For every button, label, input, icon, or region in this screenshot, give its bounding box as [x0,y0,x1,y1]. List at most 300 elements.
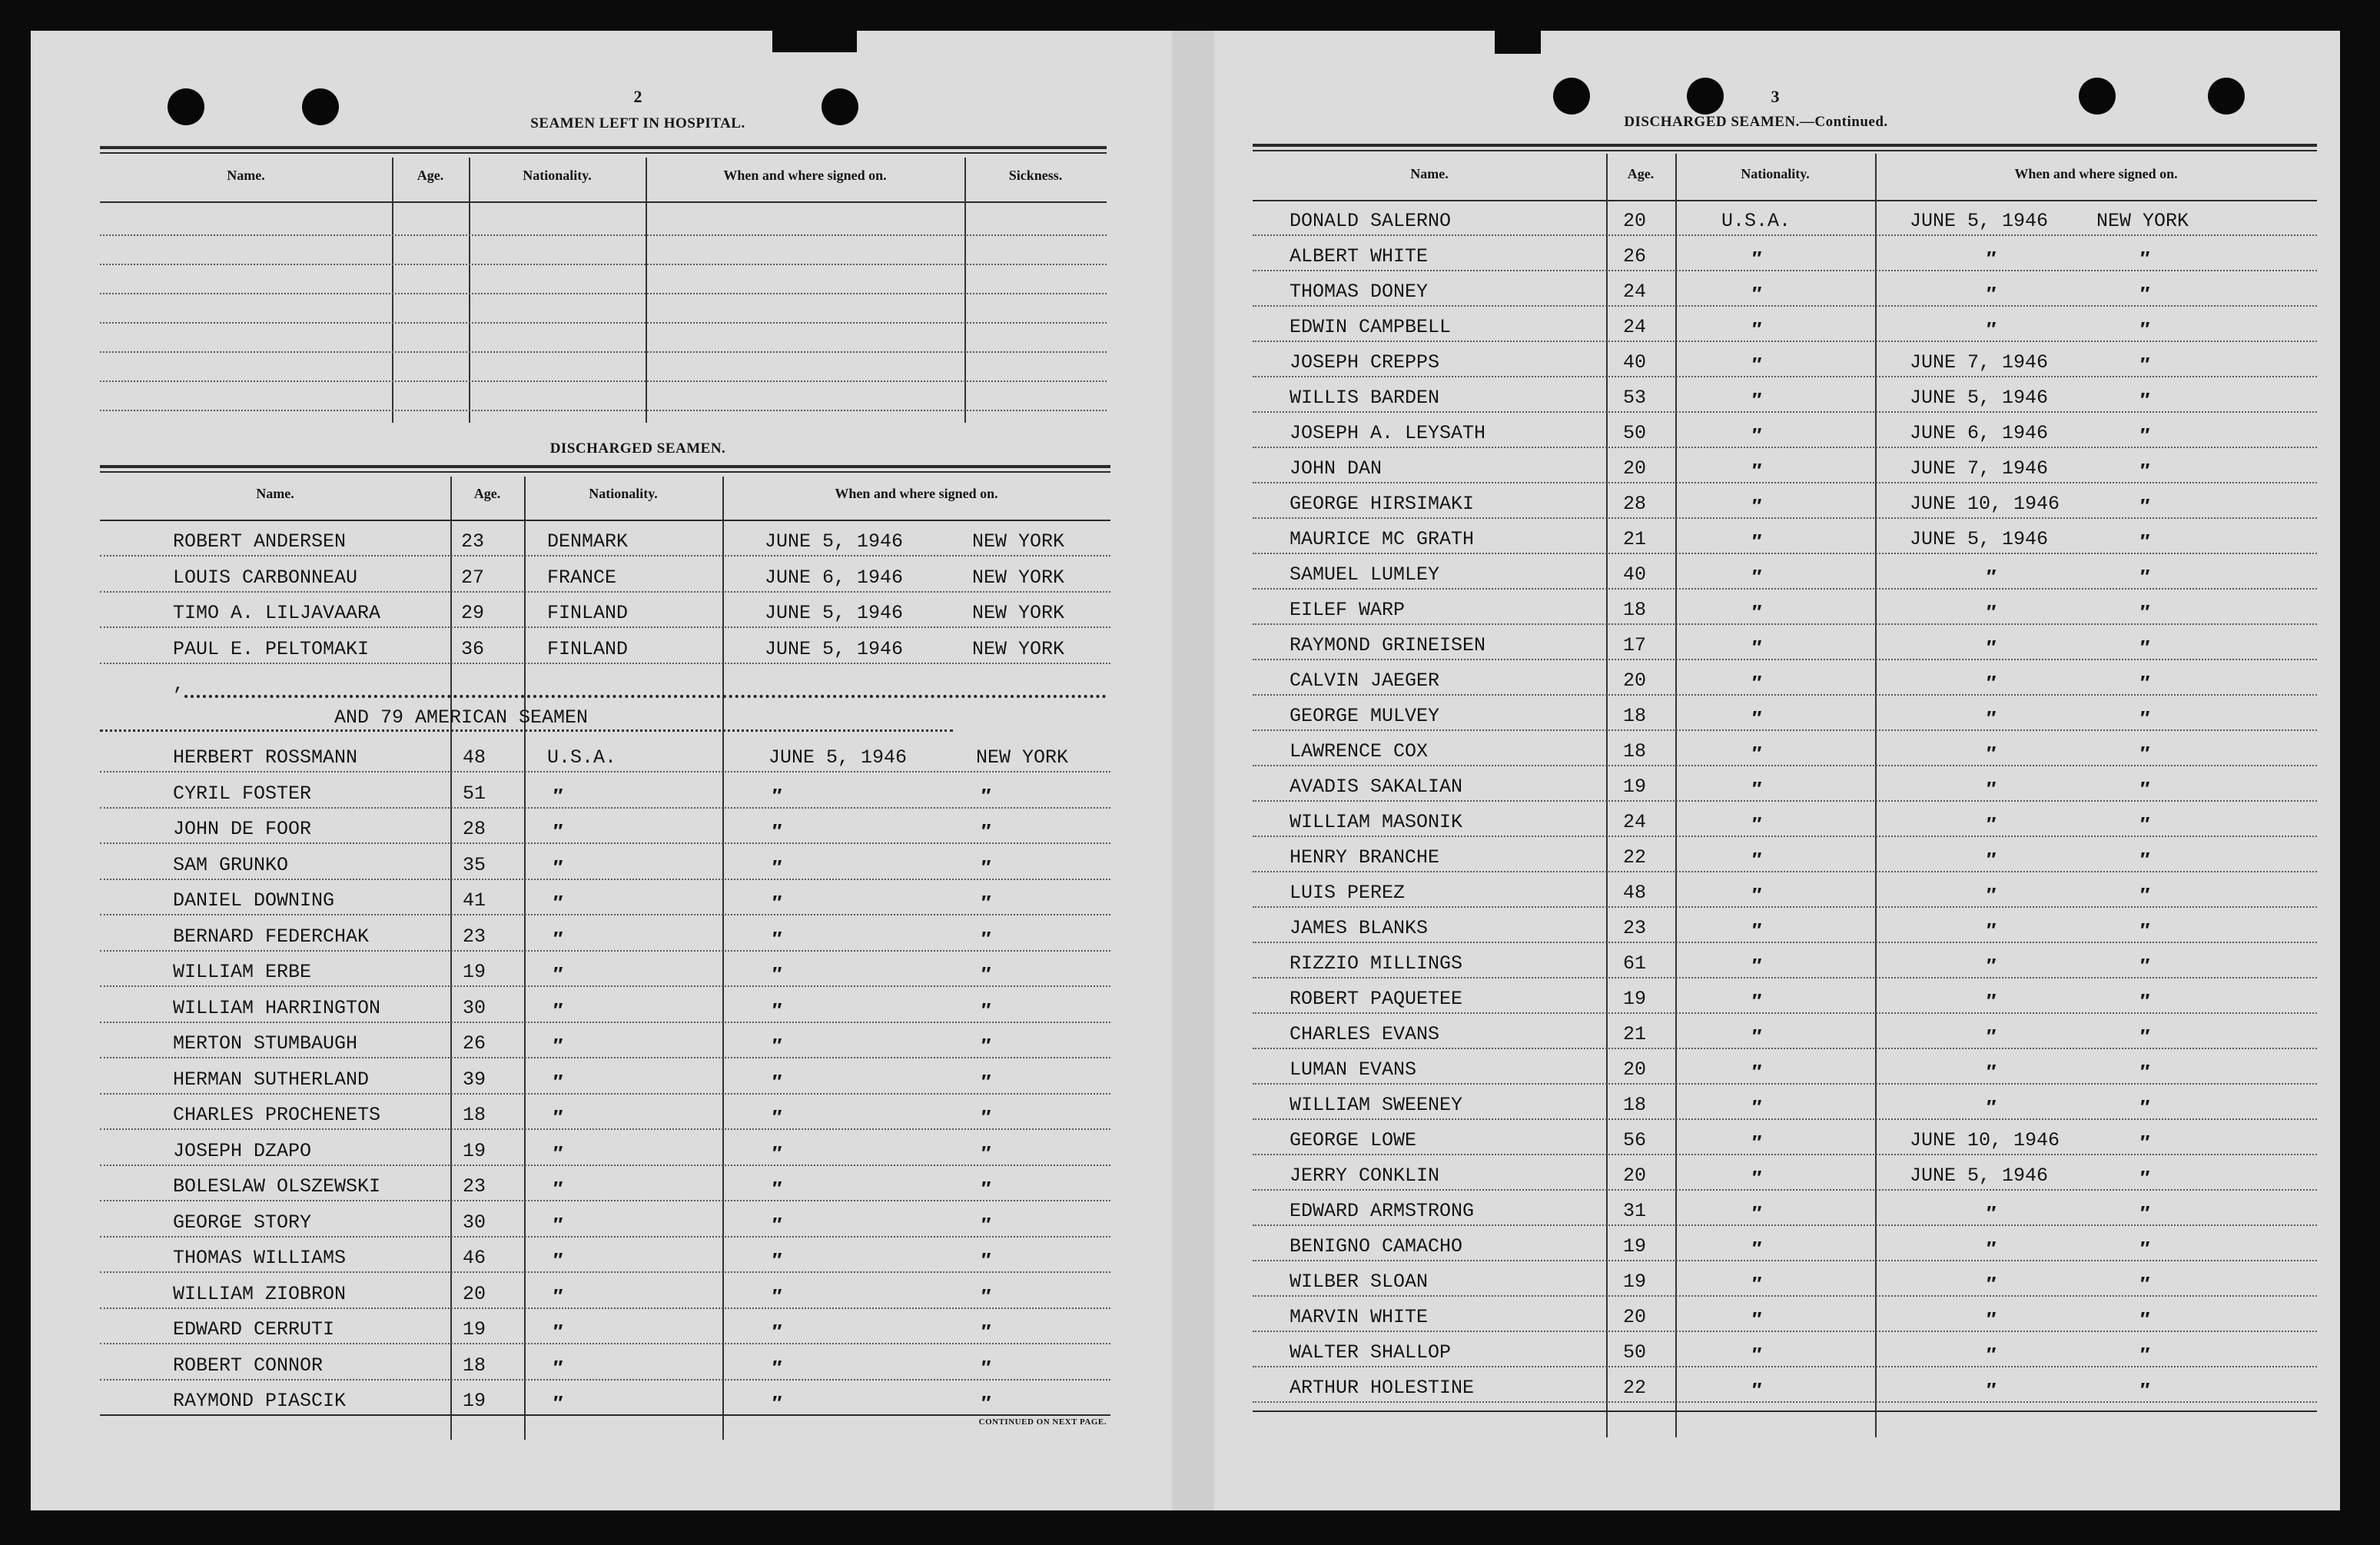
row-line [100,1057,1110,1058]
signed-on-date-ditto: ″ [772,855,782,879]
seaman-name: JOSEPH DZAPO [173,1139,312,1162]
seaman-name: EDWARD ARMSTRONG [1290,1200,1475,1222]
seaman-nationality-ditto: ″ [1752,671,1762,694]
signed-on-date: JUNE 10, 1946 [1910,1129,2060,1151]
seaman-name: GEORGE STORY [173,1211,312,1234]
seaman-age: 19 [1623,1235,1647,1258]
signed-on-date-ditto: ″ [772,891,782,914]
signed-on-date: JUNE 5, 1946 [768,746,908,769]
seaman-age: 19 [463,1318,486,1341]
seaman-nationality-ditto: ″ [553,819,563,842]
signed-on-date-ditto: ″ [772,819,782,842]
seaman-name: MARVIN WHITE [1290,1306,1429,1328]
seaman-nationality-ditto: ″ [1752,1025,1762,1048]
row-line [1253,765,2317,766]
note-line [100,729,953,732]
seaman-name: ROBERT ANDERSEN [173,530,347,553]
row-line [100,1236,1110,1238]
seaman-age: 53 [1623,387,1647,409]
row-line [1253,1366,2317,1367]
seaman-nationality-ditto: ″ [553,1320,563,1343]
seaman-age: 24 [1623,316,1647,338]
seaman-age: 36 [461,637,485,660]
row-line [1253,1224,2317,1226]
signed-on-place-ditto: ″ [2140,636,2150,659]
row-line [1253,942,2317,943]
row-line [1253,270,2317,271]
seaman-nationality-ditto: ″ [553,1034,563,1057]
signed-on-date: JUNE 6, 1946 [1910,422,2049,444]
scan-tab [772,26,857,52]
row-line [1253,411,2317,413]
row-line [100,1200,1110,1201]
seaman-age: 26 [463,1032,486,1055]
signed-on-place-ditto: ″ [2140,565,2150,588]
seaman-name: EDWARD CERRUTI [173,1318,335,1341]
seaman-age: 46 [463,1247,486,1269]
signed-on-date-ditto: ″ [1987,317,1997,341]
row-line [1253,447,2317,448]
signed-on-date: JUNE 7, 1946 [1910,457,2049,480]
row-line [1253,871,2317,872]
seaman-name: ARTHUR HOLESTINE [1290,1377,1475,1399]
signed-on-date-ditto: ″ [1987,671,1997,694]
signed-on-place-ditto: ″ [2140,600,2150,623]
signed-on-date-ditto: ″ [1987,812,1997,836]
column-header: Name. [227,168,265,183]
seaman-name: JAMES BLANKS [1290,917,1429,939]
column-header: Name. [1410,166,1449,181]
seaman-name: WALTER SHALLOP [1290,1341,1452,1364]
seaman-nationality-ditto: ″ [1752,1378,1762,1401]
seaman-nationality-ditto: ″ [553,891,563,914]
seaman-age: 23 [461,530,485,553]
row-line [100,626,1110,628]
seaman-nationality-ditto: ″ [1752,1060,1762,1083]
page-number: 2 [633,87,642,106]
seaman-nationality-ditto: ″ [1752,388,1762,411]
signed-on-date-ditto: ″ [772,783,782,807]
seaman-age: 31 [1623,1200,1647,1222]
column-header: Nationality. [523,168,592,183]
seaman-nationality-ditto: ″ [1752,989,1762,1012]
row-line [1253,836,2317,837]
signed-on-place-ditto: ″ [2140,1237,2150,1260]
seaman-name: BOLESLAW OLSZEWSKI [173,1175,381,1198]
row-line [1253,1189,2317,1191]
seaman-age: 39 [463,1068,486,1091]
punch-hole [822,88,858,125]
page-number: 3 [1771,87,1780,106]
scan-tab [1495,26,1541,54]
signed-on-place-ditto: ″ [2140,1060,2150,1083]
signed-on-date-ditto: ″ [772,1248,782,1271]
seaman-name: GEORGE MULVEY [1290,705,1440,727]
seaman-name: WILLIAM SWEENEY [1290,1094,1463,1116]
seaman-nationality-ditto: ″ [1752,777,1762,800]
signed-on-place-ditto: ″ [981,1034,991,1057]
signed-on-place: NEW YORK [972,637,1065,660]
signed-on-place-ditto: ″ [2140,459,2150,482]
signed-on-place-ditto: ″ [981,855,991,879]
seaman-age: 30 [463,1211,486,1234]
signed-on-date-ditto: ″ [1987,883,1997,906]
seaman-name: ALBERT WHITE [1290,245,1429,267]
seaman-name: LUMAN EVANS [1290,1058,1417,1081]
row-line [1253,1331,2317,1332]
table-rule [100,520,1110,521]
seaman-nationality-ditto: ″ [553,962,563,985]
seaman-age: 21 [1623,1023,1647,1045]
discharged-section-title: DISCHARGED SEAMEN. [549,440,726,457]
signed-on-place-ditto: ″ [2140,742,2150,765]
seaman-name: WILBER SLOAN [1290,1271,1429,1293]
seaman-age: 20 [1623,1058,1647,1081]
signed-on-date-ditto: ″ [1987,1095,1997,1118]
column-header: Age. [473,486,501,501]
row-line [1253,659,2317,660]
signed-on-place-ditto: ″ [981,1284,991,1307]
seaman-nationality-ditto: ″ [553,998,563,1022]
signed-on-place-ditto: ″ [981,1105,991,1128]
row-line [100,879,1110,880]
column-divider [1606,154,1608,1437]
signed-on-place-ditto: ″ [2140,777,2150,800]
seaman-name: JOHN DAN [1290,457,1383,480]
seaman-nationality-ditto: ″ [1752,812,1762,836]
punch-hole [302,88,339,125]
seaman-age: 48 [1623,882,1647,904]
signed-on-date-ditto: ″ [772,1284,782,1307]
seaman-nationality-ditto: ″ [1752,742,1762,765]
signed-on-date-ditto: ″ [772,1069,782,1093]
row-line [100,771,1110,772]
punch-hole [1553,78,1590,115]
signed-on-date-ditto: ″ [1987,247,1997,270]
seaman-age: 26 [1623,245,1647,267]
blank-line [100,410,1107,411]
signed-on-place-ditto: ″ [2140,1095,2150,1118]
signed-on-date-ditto: ″ [772,998,782,1022]
seaman-age: 27 [461,566,485,589]
seaman-nationality-ditto: ″ [1752,317,1762,341]
signed-on-place-ditto: ″ [2140,1307,2150,1331]
row-line [1253,1012,2317,1014]
seaman-nationality-ditto: ″ [1752,706,1762,729]
signed-on-date: JUNE 10, 1946 [1910,493,2060,515]
signed-on-place-ditto: ″ [981,1141,991,1165]
signed-on-place-ditto: ″ [981,819,991,842]
seaman-nationality-ditto: ″ [1752,1272,1762,1295]
row-line [1253,1154,2317,1155]
seaman-age: 61 [1623,952,1647,975]
seaman-name: CHARLES EVANS [1290,1023,1440,1045]
signed-on-place-ditto: ″ [981,783,991,807]
seaman-age: 21 [1623,528,1647,550]
signed-on-place-ditto: ″ [981,1320,991,1343]
seaman-nationality-ditto: ″ [553,1105,563,1128]
seaman-age: 18 [463,1104,486,1126]
table-bottom-rule [1253,1410,2317,1412]
seaman-name: THOMAS DONEY [1290,281,1429,303]
column-header: Name. [256,486,294,501]
signed-on-place: NEW YORK [976,746,1069,769]
signed-on-place: NEW YORK [972,530,1065,553]
seaman-nationality-ditto: ″ [1752,1095,1762,1118]
seaman-nationality-ditto: ″ [1752,282,1762,305]
seaman-name: HENRY BRANCHE [1290,846,1440,869]
seaman-name: LAWRENCE COX [1290,740,1429,763]
signed-on-date: JUNE 5, 1946 [1910,1165,2049,1187]
seaman-name: RIZZIO MILLINGS [1290,952,1463,975]
page-gutter [1172,31,1214,1510]
seaman-nationality-ditto: ″ [553,1391,563,1414]
column-header: When and where signed on. [2014,166,2178,181]
signed-on-date-ditto: ″ [1987,1378,1997,1401]
signed-on-date-ditto: ″ [772,1105,782,1128]
column-divider [1675,154,1677,1437]
signed-on-date-ditto: ″ [1987,706,1997,729]
row-line [100,950,1110,952]
seaman-nationality-ditto: ″ [553,1248,563,1271]
seaman-age: 22 [1623,1377,1647,1399]
seaman-nationality: FINLAND [547,602,629,624]
separator-mark: , [173,673,185,696]
seaman-age: 24 [1623,811,1647,833]
signed-on-place-ditto: ″ [2140,282,2150,305]
signed-on-date-ditto: ″ [1987,989,1997,1012]
signed-on-place-ditto: ″ [2140,530,2150,553]
row-line [1253,1401,2317,1403]
signed-on-place-ditto: ″ [2140,1343,2150,1366]
row-line [1253,1118,2317,1120]
signed-on-place-ditto: ″ [2140,848,2150,871]
seaman-age: 20 [463,1282,486,1305]
seaman-nationality-ditto: ″ [553,1177,563,1200]
signed-on-place-ditto: ″ [2140,1201,2150,1224]
continued-footer: CONTINUED ON NEXT PAGE. [978,1417,1107,1427]
signed-on-date-ditto: ″ [1987,636,1997,659]
seaman-age: 40 [1623,351,1647,374]
seaman-age: 28 [1623,493,1647,515]
table-rule [100,146,1107,149]
seaman-nationality-ditto: ″ [553,783,563,807]
seaman-age: 23 [463,1175,486,1198]
hospital-section-title: SEAMEN LEFT IN HOSPITAL. [530,115,745,131]
row-line [100,555,1110,557]
seaman-age: 20 [1623,457,1647,480]
seaman-age: 22 [1623,846,1647,869]
seaman-name: WILLIS BARDEN [1290,387,1440,409]
seaman-nationality-ditto: ″ [553,1141,563,1165]
seaman-age: 19 [463,1390,486,1412]
punch-hole [2208,78,2245,115]
signed-on-date: JUNE 5, 1946 [765,637,904,660]
seaman-nationality-ditto: ″ [1752,919,1762,942]
signed-on-date: JUNE 5, 1946 [1910,210,2049,232]
seaman-age: 19 [1623,988,1647,1010]
seaman-nationality-ditto: ″ [1752,1307,1762,1331]
signed-on-place-ditto: ″ [2140,706,2150,729]
seaman-name: PAUL E. PELTOMAKI [173,637,370,660]
seaman-nationality-ditto: ″ [1752,353,1762,376]
column-header: Nationality. [589,486,658,501]
column-divider [469,158,470,423]
seaman-name: CALVIN JAEGER [1290,670,1440,692]
row-line [1253,1048,2317,1049]
seaman-age: 50 [1623,1341,1647,1364]
seaman-age: 19 [463,961,486,983]
seaman-age: 50 [1623,422,1647,444]
seaman-name: GEORGE HIRSIMAKI [1290,493,1475,515]
seaman-age: 17 [1623,634,1647,656]
column-divider [524,477,526,1440]
blank-line [100,322,1107,324]
row-line [100,1379,1110,1381]
seaman-name: AVADIS SAKALIAN [1290,776,1463,798]
row-line [1253,623,2317,625]
signed-on-date-ditto: ″ [1987,1201,1997,1224]
column-divider [392,158,393,423]
seaman-nationality: FRANCE [547,566,617,589]
column-header: Sickness. [1008,168,1063,183]
seaman-name: LUIS PEREZ [1290,882,1406,904]
signed-on-date-ditto: ″ [1987,1237,1997,1260]
signed-on-date-ditto: ″ [1987,1025,1997,1048]
seaman-name: JOSEPH A. LEYSATH [1290,422,1486,444]
signed-on-date-ditto: ″ [772,1177,782,1200]
row-line [100,1093,1110,1095]
row-line [1253,341,2317,342]
american-seamen-note: AND 79 AMERICAN SEAMEN [334,706,589,729]
signed-on-place-ditto: ″ [2140,954,2150,977]
seaman-name: JOSEPH CREPPS [1290,351,1440,374]
row-line [100,1165,1110,1166]
column-header: When and where signed on. [835,486,998,501]
seaman-nationality-ditto: ″ [1752,1131,1762,1154]
seaman-name: BERNARD FEDERCHAK [173,925,370,948]
seaman-nationality-ditto: ″ [1752,848,1762,871]
column-divider [1875,154,1877,1437]
row-line [1253,376,2317,377]
signed-on-place-ditto: ″ [981,962,991,985]
table-rule [100,471,1110,473]
row-line [1253,1295,2317,1297]
signed-on-place-ditto: ″ [981,1177,991,1200]
seaman-nationality-ditto: ″ [553,926,563,950]
signed-on-place-ditto: ″ [2140,883,2150,906]
seaman-name: ROBERT PAQUETEE [1290,988,1463,1010]
seaman-nationality-ditto: ″ [1752,600,1762,623]
seaman-nationality-ditto: ″ [553,1355,563,1379]
column-divider [646,158,647,423]
seaman-name: BENIGNO CAMACHO [1290,1235,1463,1258]
seaman-name: EILEF WARP [1290,599,1406,621]
signed-on-date: JUNE 6, 1946 [765,566,904,589]
signed-on-place-ditto: ″ [2140,1378,2150,1401]
row-line [1253,517,2317,519]
seaman-nationality-ditto: ″ [1752,424,1762,447]
punch-hole [2079,78,2116,115]
seaman-age: 20 [1623,210,1647,232]
seaman-nationality-ditto: ″ [553,855,563,879]
row-line [100,1307,1110,1309]
signed-on-date-ditto: ″ [772,1212,782,1236]
column-header: Age. [417,168,444,183]
seaman-name: LOUIS CARBONNEAU [173,566,358,589]
signed-on-date-ditto: ″ [1987,1060,1997,1083]
signed-on-date: JUNE 5, 1946 [765,602,904,624]
signed-on-place: NEW YORK [972,566,1065,589]
blank-line [100,293,1107,294]
seaman-name: HERBERT ROSSMANN [173,746,358,769]
signed-on-date-ditto: ″ [1987,282,1997,305]
seaman-age: 35 [463,853,486,876]
signed-on-date-ditto: ″ [1987,600,1997,623]
seaman-name: DONALD SALERNO [1290,210,1452,232]
row-line [100,842,1110,844]
seaman-nationality-ditto: ″ [1752,1237,1762,1260]
seaman-nationality-ditto: ″ [1752,636,1762,659]
blank-line [100,234,1107,236]
seaman-nationality-ditto: ″ [1752,883,1762,906]
seaman-nationality-ditto: ″ [553,1069,563,1093]
seaman-name: MERTON STUMBAUGH [173,1032,358,1055]
signed-on-date-ditto: ″ [772,1141,782,1165]
seaman-nationality-ditto: ″ [1752,247,1762,270]
seaman-age: 24 [1623,281,1647,303]
table-bottom-rule [100,1414,1110,1416]
seaman-name: EDWIN CAMPBELL [1290,316,1452,338]
column-header: When and where signed on. [723,168,887,183]
seaman-name: TIMO A. LILJAVAARA [173,602,381,624]
seaman-name: WILLIAM ZIOBRON [173,1282,347,1305]
seaman-nationality-ditto: ″ [1752,954,1762,977]
table-rule [100,152,1107,154]
row-line [1253,482,2317,483]
seaman-nationality: DENMARK [547,530,629,553]
signed-on-date-ditto: ″ [772,1320,782,1343]
seaman-name: ROBERT CONNOR [173,1354,324,1377]
seaman-age: 48 [463,746,486,769]
seaman-name: SAMUEL LUMLEY [1290,563,1440,586]
seaman-name: WILLIAM ERBE [173,961,312,983]
signed-on-date-ditto: ″ [1987,1307,1997,1331]
seaman-age: 29 [461,602,485,624]
signed-on-place-ditto: ″ [981,1391,991,1414]
row-line [1253,1083,2317,1085]
seaman-age: 30 [463,996,486,1019]
seaman-age: 28 [463,818,486,840]
seaman-age: 20 [1623,1306,1647,1328]
seaman-name: DANIEL DOWNING [173,889,335,912]
signed-on-date: JUNE 5, 1946 [765,530,904,553]
seaman-age: 18 [463,1354,486,1377]
signed-on-place-ditto: ″ [2140,388,2150,411]
seaman-age: 40 [1623,563,1647,586]
signed-on-place: NEW YORK [2096,210,2189,232]
signed-on-date-ditto: ″ [1987,565,1997,588]
signed-on-place-ditto: ″ [2140,353,2150,376]
signed-on-place-ditto: ″ [981,998,991,1022]
seaman-nationality-ditto: ″ [1752,1201,1762,1224]
row-line [1253,906,2317,908]
discharged-continued-title: DISCHARGED SEAMEN.—Continued. [1624,114,1888,130]
signed-on-date-ditto: ″ [772,962,782,985]
signed-on-place-ditto: ″ [2140,1025,2150,1048]
signed-on-date: JUNE 7, 1946 [1910,351,2049,374]
table-rule [1253,144,2317,147]
